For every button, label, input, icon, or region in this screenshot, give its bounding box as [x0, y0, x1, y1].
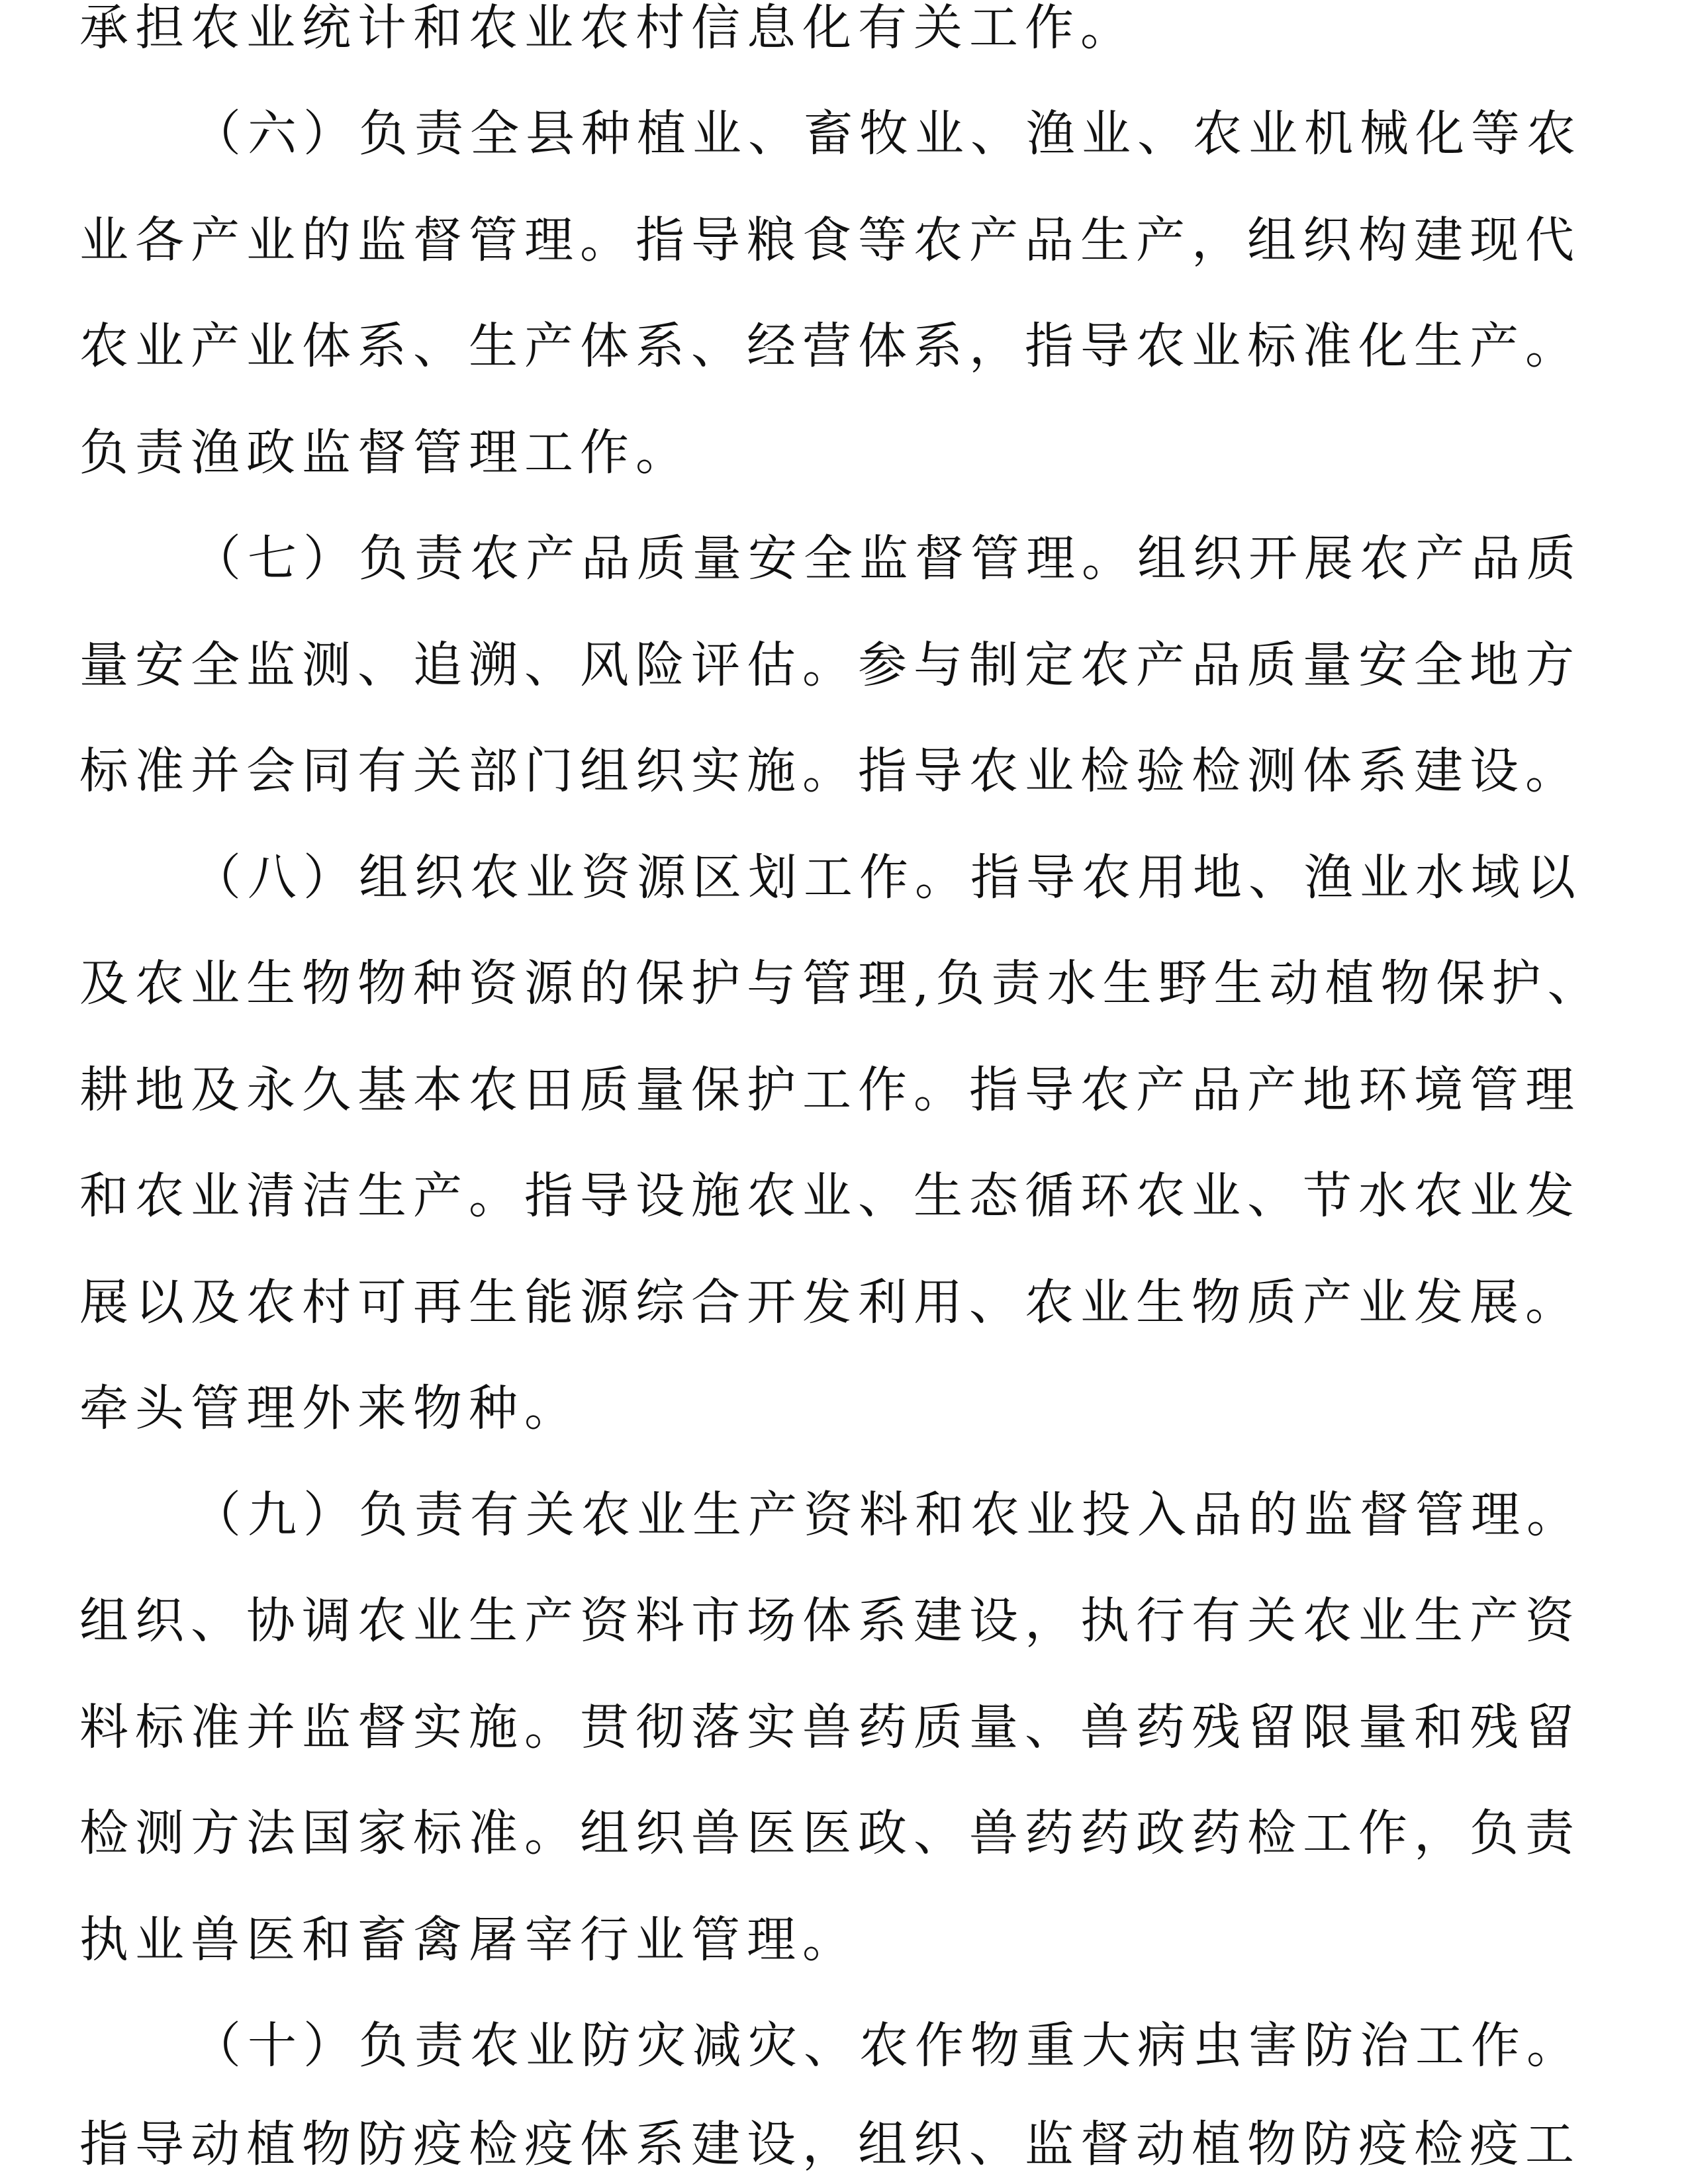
text-line: 耕地及永久基本农田质量保护工作。指导农产品产地环境管理	[79, 1062, 1581, 1118]
paragraph-10-heading-line: （十）负责农业防灾减灾、农作物重大病虫害防治工作。	[192, 2017, 1582, 2074]
paragraph-7-heading-line: （七）负责农产品质量安全监督管理。组织开展农产品质	[192, 530, 1582, 587]
text-line: 牵头管理外来物种。	[79, 1380, 580, 1437]
paragraph-9-heading-line: （九）负责有关农业生产资料和农业投入品的监督管理。	[192, 1486, 1582, 1543]
text-line: 料标准并监督实施。贯彻落实兽药质量、兽药残留限量和残留	[79, 1699, 1581, 1756]
text-line: 检测方法国家标准。组织兽医医政、兽药药政药检工作，负责	[79, 1805, 1581, 1862]
text-line: 指导动植物防疫检疫体系建设，组织、监督动植物防疫检疫工	[79, 2116, 1581, 2173]
text-line: 及农业生物物种资源的保护与管理,负责水生野生动植物保护、	[79, 955, 1603, 1012]
text-line: 执业兽医和畜禽屠宰行业管理。	[79, 1911, 858, 1968]
paragraph-6-heading-line: （六）负责全县种植业、畜牧业、渔业、农业机械化等农	[192, 105, 1582, 162]
text-line: 量安全监测、追溯、风险评估。参与制定农产品质量安全地方	[79, 637, 1581, 694]
text-line: 业各产业的监督管理。指导粮食等农产品生产，组织构建现代	[79, 212, 1581, 269]
text-line: 展以及农村可再生能源综合开发利用、农业生物质产业发展。	[79, 1274, 1581, 1331]
text-line: 农业产业体系、生产体系、经营体系，指导农业标准化生产。	[79, 318, 1581, 375]
paragraph-8-heading-line: （八）组织农业资源区划工作。指导农用地、渔业水域以	[192, 849, 1582, 906]
text-line: 和农业清洁生产。指导设施农业、生态循环农业、节水农业发	[79, 1167, 1581, 1224]
text-line: 负责渔政监督管理工作。	[79, 424, 691, 481]
text-line: 组织、协调农业生产资料市场体系建设，执行有关农业生产资	[79, 1592, 1581, 1649]
text-line: 标准并会同有关部门组织实施。指导农业检验检测体系建设。	[79, 743, 1581, 799]
text-line: 承担农业统计和农业农村信息化有关工作。	[79, 0, 1136, 56]
